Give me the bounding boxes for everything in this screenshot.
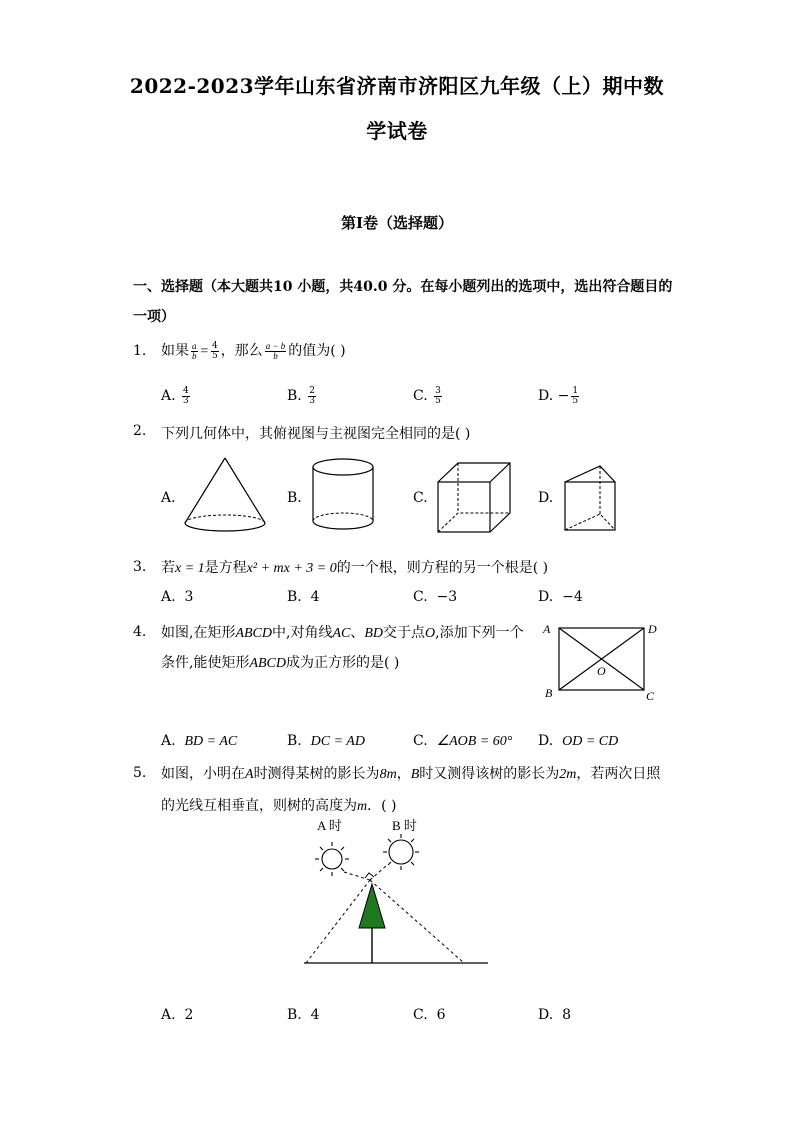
label-a: A <box>543 622 551 636</box>
label-b: B <box>545 686 553 700</box>
tree-shadow-figure <box>300 814 490 970</box>
q3-option-d[interactable]: D. −4 <box>538 589 583 605</box>
q5-stem-line2: 的光线互相垂直，则树的高度为m．( ) <box>161 798 397 814</box>
q1-expr: $\frac{a - b}{b}$ <box>265 340 286 361</box>
label-b-time: B 时 <box>392 818 417 833</box>
part-heading-line1: 一、选择题（本大题共10 小题，共40.0 分。在每小题列出的选项中，选出符合题目的 <box>133 279 673 295</box>
doc-title-line2: 学试卷 <box>366 119 428 143</box>
q5-option-c[interactable]: C. 6 <box>413 1007 446 1023</box>
q5-option-b[interactable]: B. 4 <box>287 1007 320 1023</box>
tree-icon <box>359 884 385 928</box>
q5-stem-line1: 如图，小明在A时测得某树的影长为8m，B时又测得该树的影长为2m，若两次日照 <box>161 766 661 782</box>
q4-option-b[interactable]: B. DC = AD <box>287 733 365 749</box>
q1-option-a[interactable]: A. $\frac{4}{3}$ <box>161 385 189 406</box>
q1-text-pre: 如果 <box>161 343 189 359</box>
q5-option-a[interactable]: A. 2 <box>161 1007 194 1023</box>
q3-root: x = 1 <box>175 561 205 576</box>
part-heading-line2: 一项） <box>133 309 175 325</box>
q1-option-c[interactable]: C. $\frac{3}{5}$ <box>413 385 441 406</box>
q1-ratio-ab: $\frac{a}{b}$ <box>192 340 197 361</box>
doc-title-line1: 2022-2023学年山东省济南市济阳区九年级（上）期中数 <box>129 74 665 98</box>
q1-option-b[interactable]: B. $\frac{2}{3}$ <box>287 385 315 406</box>
section-heading: 第I卷（选择题） <box>340 214 454 232</box>
label-a-time: A 时 <box>317 818 342 833</box>
q4-stem-line2: 条件,能使矩形ABCD成为正方形的是( ) <box>161 655 400 671</box>
light-ray-b <box>370 880 464 963</box>
sun-a-icon <box>315 842 349 876</box>
q4-option-a[interactable]: A. BD = AC <box>161 733 238 749</box>
q3-option-b[interactable]: B. 4 <box>287 589 320 605</box>
q2-option-c[interactable]: C. <box>413 490 428 506</box>
label-o: O <box>597 664 606 678</box>
q3-equation: x² + mx + 3 = 0 <box>246 561 337 576</box>
q3-stem: 若x = 1是方程x² + mx + 3 = 0的一个根，则方程的另一个根是( ) <box>161 560 549 576</box>
rectangle-abcd-figure <box>538 618 668 708</box>
q4-stem-line1: 如图,在矩形ABCD中,对角线AC、BD交于点O,添加下列一个 <box>161 625 524 641</box>
label-c: C <box>646 689 655 703</box>
q3-number: 3. <box>133 559 147 575</box>
q4-number: 4. <box>133 624 147 640</box>
q2-stem: 下列几何体中，其俯视图与主视图完全相同的是( ) <box>161 426 471 442</box>
q4-option-c[interactable]: C. ∠AOB = 60° <box>413 733 513 749</box>
sun-b-icon <box>383 834 419 870</box>
q1-stem: 如果 $\frac{a}{b}$ = $\frac{4}{5}$ ，那么 $\frac{a - b}{b}$ 的值为( ) <box>161 340 346 361</box>
q2-number: 2. <box>133 423 147 439</box>
q1-number: 1. <box>133 343 147 359</box>
cube-figure <box>434 460 514 536</box>
cylinder-figure <box>308 455 378 537</box>
cone-figure <box>180 455 270 537</box>
right-angle-mark <box>365 873 374 878</box>
q5-number: 5. <box>133 765 147 781</box>
q5-option-d[interactable]: D. 8 <box>538 1007 572 1023</box>
label-d: D <box>648 622 657 636</box>
q2-option-b[interactable]: B. <box>287 490 302 506</box>
q1-ratio-45: $\frac{4}{5}$ <box>211 340 218 361</box>
q4-option-d[interactable]: D. OD = CD <box>538 733 619 749</box>
q1-option-d[interactable]: D. − $\frac{1}{5}$ <box>538 385 579 406</box>
q3-option-a[interactable]: A. 3 <box>161 589 194 605</box>
q2-option-a[interactable]: A. <box>161 490 176 506</box>
triangular-prism-figure <box>560 462 622 534</box>
q3-option-c[interactable]: C. −3 <box>413 589 458 605</box>
q2-option-d[interactable]: D. <box>538 490 554 506</box>
